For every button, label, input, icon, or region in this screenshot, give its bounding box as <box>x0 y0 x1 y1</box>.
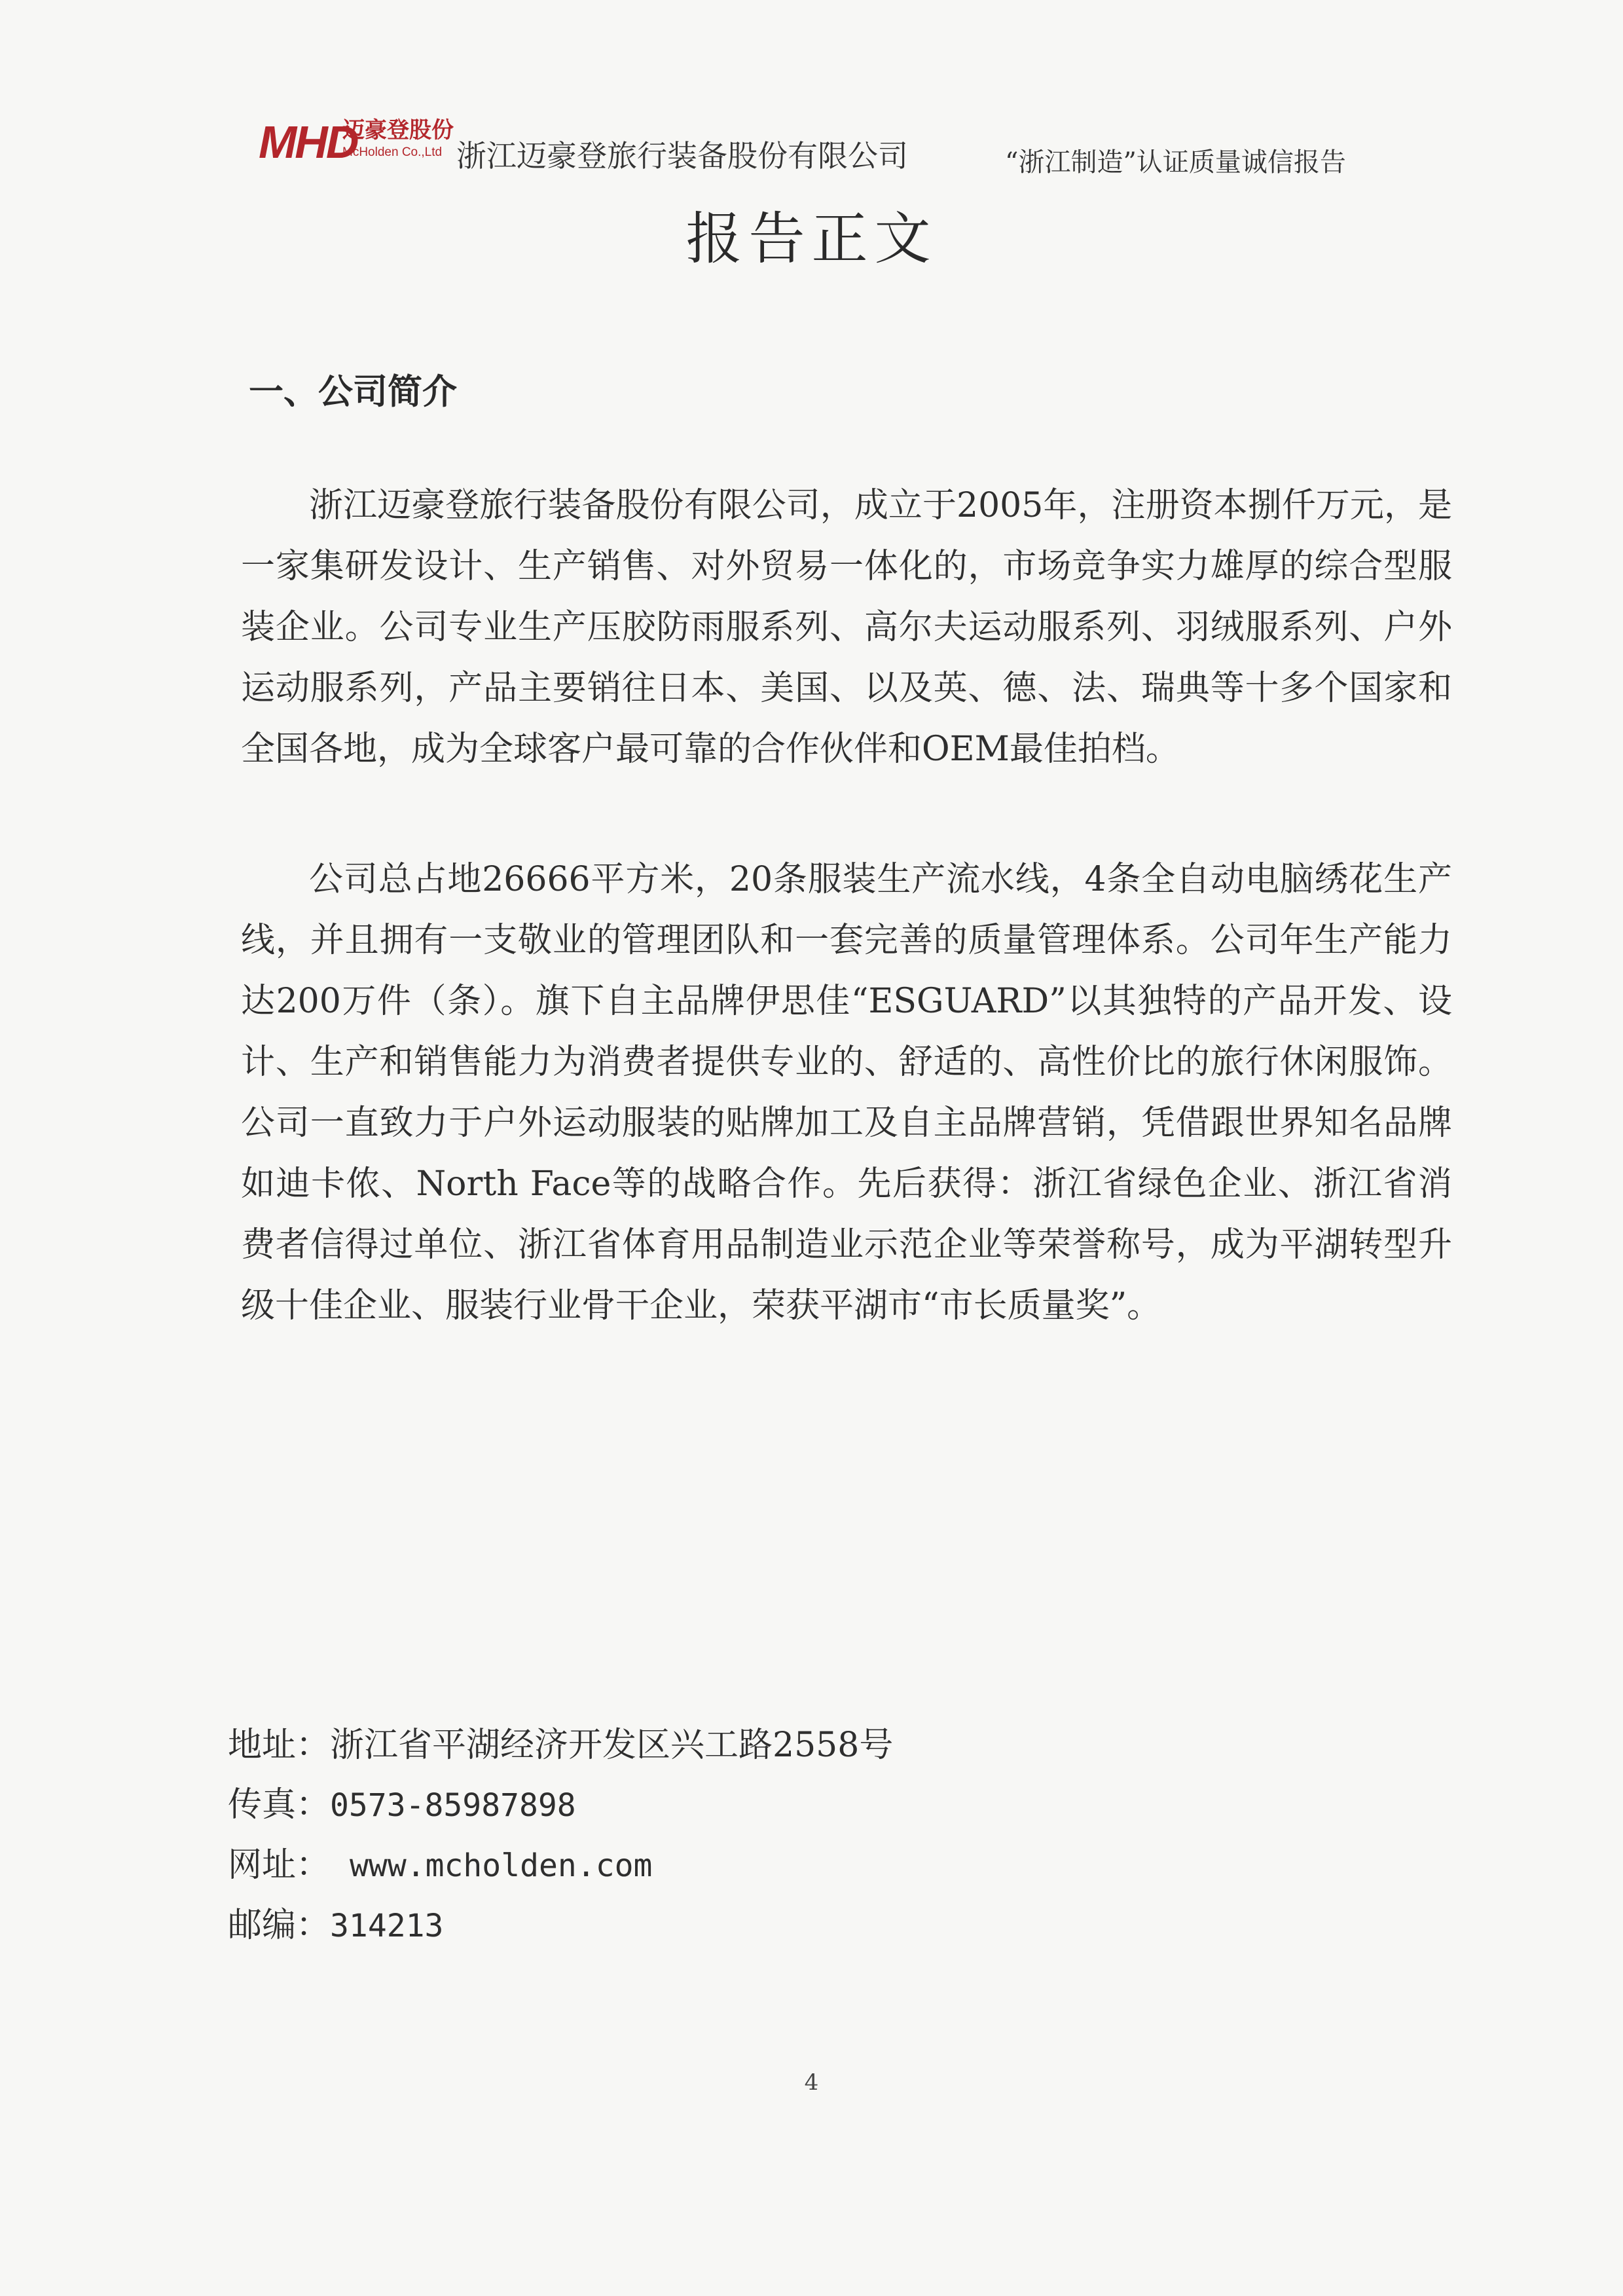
contact-address <box>228 1716 893 1775</box>
website-value: www.mcholden.com <box>350 1847 653 1884</box>
postcode-value: 314213 <box>330 1908 444 1944</box>
header-report-type: “浙江制造”认证质量诚信报告 <box>1005 147 1346 177</box>
company-logo <box>259 117 455 176</box>
website-label: 网址： <box>228 1845 331 1885</box>
contact-website <box>228 1836 893 1896</box>
body-paragraph: 浙江迈豪登旅行装备股份有限公司，成立于2005年，注册资本捌仟万元，是一家集研发设计、生产销售、对外贸易一体化的，市场竞争实力雄厚的综合型服装企业。公司专业生产压胶防雨服系列、高尔夫运动服系列、羽绒服系列、户外运动服系列，产品主要销往日本、美国、以及英、德、法、瑞典等十多个国家和全国各地，成为全球客户最可靠的合作伙伴和OEM最佳拍档。 <box>241 486 1452 769</box>
document-title: 报告正文 <box>685 206 938 272</box>
contact-fax <box>228 1775 893 1836</box>
page-header <box>259 113 1398 185</box>
contact-postcode <box>228 1896 893 1956</box>
postcode-label: 邮编： <box>228 1906 331 1945</box>
contact-block <box>228 1716 893 1956</box>
body-paragraph: 公司总占地26666平方米，20条服装生产流水线，4条全自动电脑绣花生产线，并且拥有一支敬业的管理团队和一套完善的质量管理体系。公司年生产能力达200万件（条）。旗下自主品牌伊思佳“ESGUARD”以其独特的产品开发、设计、生产和销售能力为消费者提供专业的、舒适的、高性价比的旅行休闲服饰。公司一直致力于户外运动服装的贴牌加工及自主品牌营销，凭借跟世界知名品牌如迪卡侬、North Face等的战略合作。先后获得：浙江省绿色企业、浙江省消费者信得过单位、浙江省体育用品制造业示范企业等荣誉称号，成为平湖转型升级十佳企业、服装行业骨干企业，荣获平湖市“市长质量奖”。 <box>241 860 1452 1325</box>
logo-english-name: McHolden Co.,Ltd <box>342 145 443 159</box>
fax-label: 传真： <box>228 1785 331 1824</box>
fax-value: 0573-85987898 <box>330 1787 576 1824</box>
logo-mark: MHD <box>259 117 357 168</box>
section-heading: 一、公司简介 <box>249 371 457 412</box>
address-value: 浙江省平湖经济开发区兴工路2558号 <box>330 1726 894 1765</box>
address-label: 地址： <box>228 1726 331 1765</box>
page-number: 4 <box>804 2069 819 2096</box>
header-company-name: 浙江迈豪登旅行装备股份有限公司 <box>456 138 908 174</box>
logo-chinese-name: 迈豪登股份 <box>342 117 454 143</box>
